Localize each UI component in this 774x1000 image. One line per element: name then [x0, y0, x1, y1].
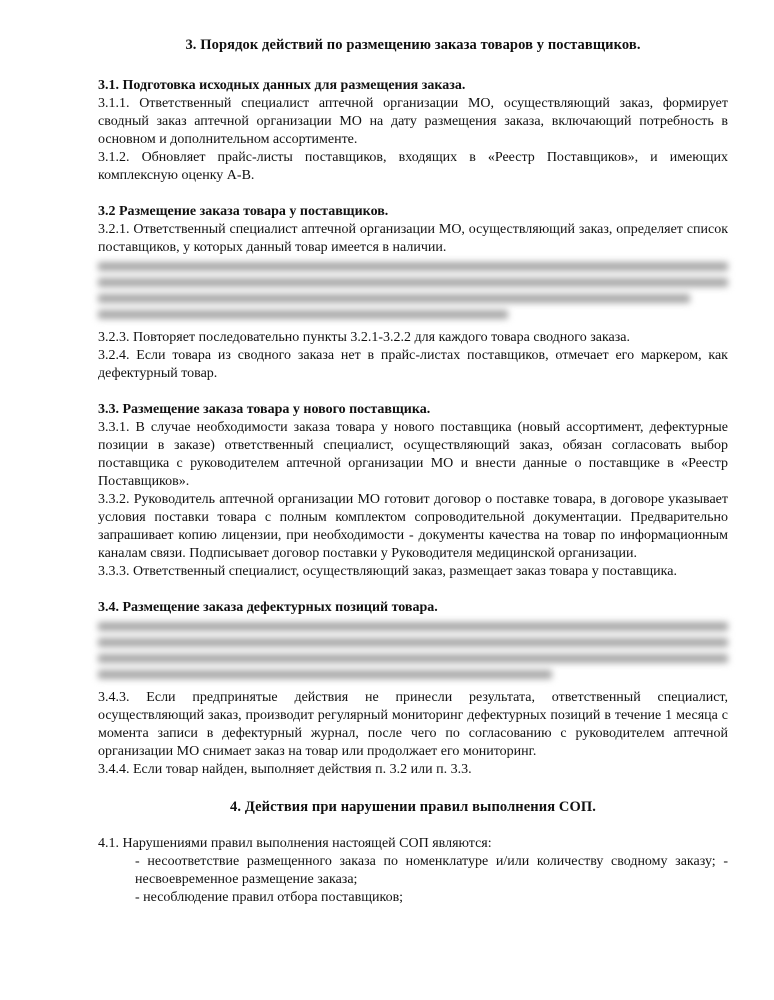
section-3-4	[98, 599, 728, 779]
section-3-1-title: 3.1. Подготовка исходных данных для размещения заказа.	[98, 78, 466, 93]
paragraph-3-3-2: 3.3.2. Руководитель аптечной организации МО готовит договор о поставке товара, в договоре указывает условия поставки товара с полным комплектом сопроводительной документации. Предварительно запрашивает копию лицензии, при необходимости - документы качества на товар по информационным каналам связи. Подписывает договор поставки у Руководителя медицинской организации.	[98, 492, 728, 561]
paragraph-3-1-2: 3.1.2. Обновляет прайс-листы поставщиков, входящих в «Реестр Поставщиков», и имеющих комплексную оценку А-В.	[98, 150, 728, 183]
paragraph-3-1-1: 3.1.1. Ответственный специалист аптечной организации МО, осуществляющий заказ, формирует сводный заказ аптечной организации МО на дату размещения заказа, включающий потребность в основном и дополнительном ассортименте.	[98, 96, 728, 147]
list-item: - несоблюдение правил отбора поставщиков;	[135, 890, 404, 905]
redacted-block	[98, 262, 728, 319]
paragraph-3-4-4: 3.4.4. Если товар найден, выполняет действия п. 3.2 или п. 3.3.	[98, 762, 472, 777]
section-3-2	[98, 203, 728, 383]
section-3-3	[98, 401, 728, 581]
paragraph-3-3-1: 3.3.1. В случае необходимости заказа товара у нового поставщика (новый ассортимент, дефектурные позиции в заказе) ответственный специалист, осуществляющий заказ, обязан согласовать выбор поставщика с руководителем аптечной организации МО и внести данные о поставщике в «Реестр Поставщиков».	[98, 420, 728, 489]
section-3-4-title: 3.4. Размещение заказа дефектурных позиций товара.	[98, 600, 438, 615]
section-3-2-title: 3.2 Размещение заказа товара у поставщиков.	[98, 204, 389, 219]
paragraph-3-4-3: 3.4.3. Если предпринятые действия не принесли результата, ответственный специалист, осуществляющий заказ, производит регулярный мониторинг дефектурных позиций в течение 1 месяца с момента записи в дефектурный журнал, после чего по согласованию с руководителем аптечной организации МО снимает заказ на товар или продолжает его мониторинг.	[98, 690, 728, 759]
paragraph-3-2-4: 3.2.4. Если товара из сводного заказа нет в прайс-листах поставщиков, отмечает его маркером, как дефектурный товар.	[98, 348, 728, 381]
paragraph-3-2-3: 3.2.3. Повторяет последовательно пункты 3.2.1-3.2.2 для каждого товара сводного заказа.	[98, 330, 630, 345]
list-item: - несоответствие размещенного заказа по номенклатуре и/или количеству сводному заказу; - несвоевременное размещение заказа;	[135, 854, 728, 887]
paragraph-3-2-1: 3.2.1. Ответственный специалист аптечной организации МО, осуществляющий заказ, определяет список поставщиков, у которых данный товар имеется в наличии.	[98, 222, 728, 255]
section-4-1	[98, 835, 728, 907]
section-3-3-title: 3.3. Размещение заказа товара у нового поставщика.	[98, 402, 431, 417]
section-4-heading: 4. Действия при нарушении правил выполнения СОП.	[230, 799, 596, 815]
section-3-1	[98, 77, 728, 185]
paragraph-4-1: 4.1. Нарушениями правил выполнения настоящей СОП являются:	[98, 836, 492, 851]
redacted-block	[98, 622, 728, 679]
section-3-heading: 3. Порядок действий по размещению заказа товаров у поставщиков.	[185, 37, 641, 53]
paragraph-3-3-3: 3.3.3. Ответственный специалист, осуществляющий заказ, размещает заказ товара у поставщика.	[98, 564, 677, 579]
